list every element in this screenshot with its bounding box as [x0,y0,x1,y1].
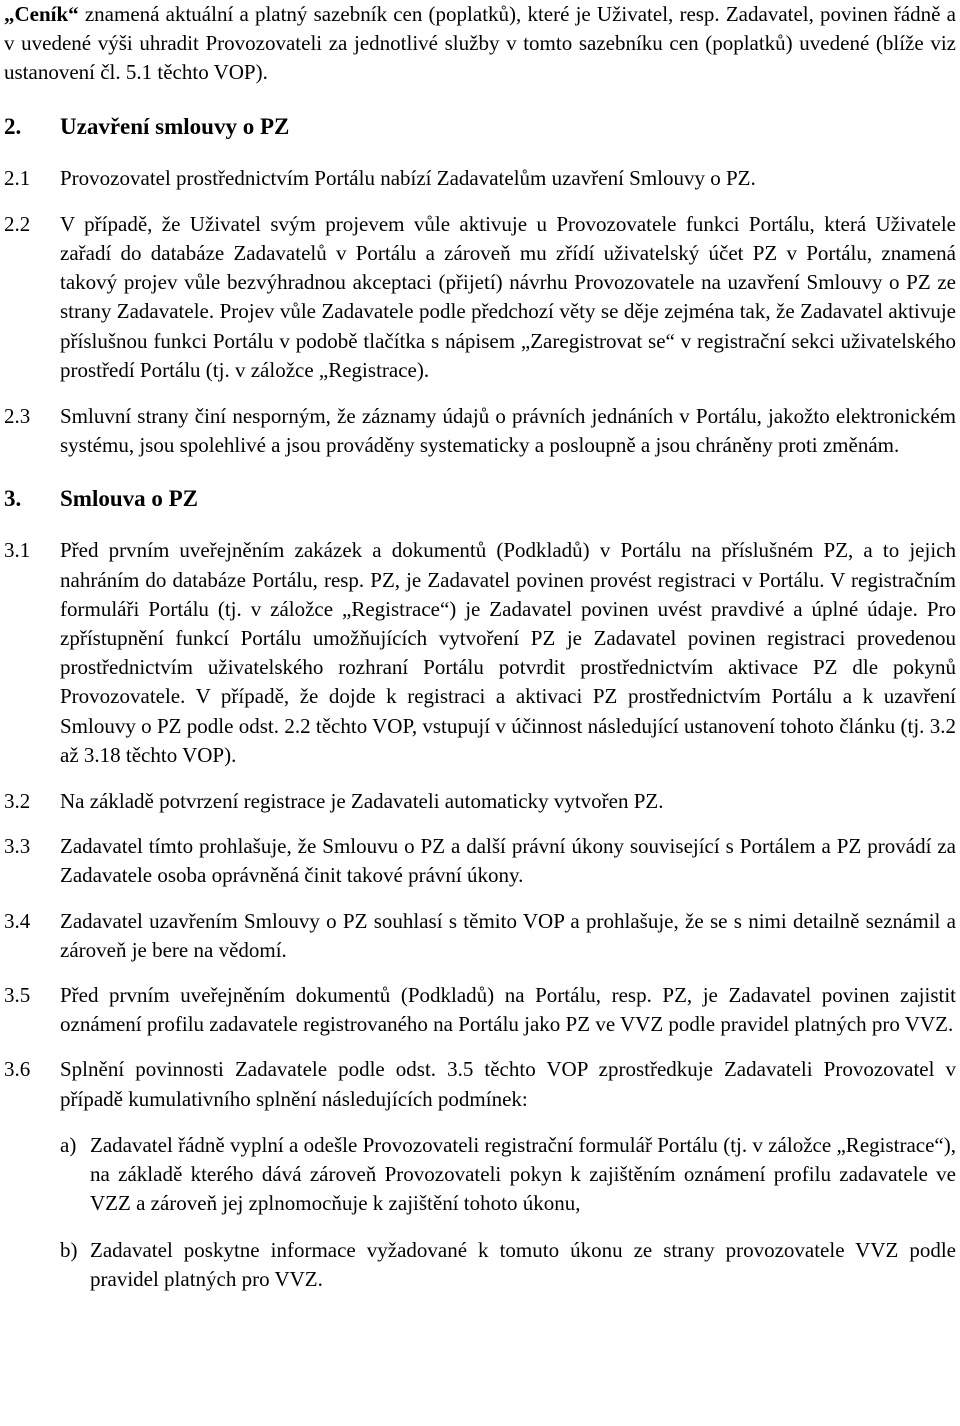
section-3-heading [4,484,956,514]
document-page [4,0,956,1294]
clause-number: 3.4 [4,908,31,933]
clause-3-2 [4,787,956,816]
clause-text: Zadavatel uzavřením Smlouvy o PZ souhlasí s těmito VOP a prohlašuje, že se s nimi detailně seznámil a zároveň je bere na vědomí. [60,908,956,962]
clause-3-6 [4,1055,956,1113]
clause-number: 3.2 [4,789,31,814]
clause-number: 3.5 [4,983,31,1008]
clause-text: Před prvním uveřejněním zakázek a dokumentů (Podkladů) v Portálu na příslušném PZ, a to jejich nahráním do databáze Portálu, resp. PZ, je Zadavatel povinen provést registraci v Portálu. V registračním formuláři Portálu (tj. v záložce „Registrace“) je Zadavatel povinen uvést pravdivé a úplné údaje. Pro zpřístupnění funkcí Portálu umožňujících vytvoření PZ je Zadavatel povinen registraci provedenou prostřednictvím uživatelského rozhraní Portálu potvrdit prostřednictvím aktivace PZ dle pokynů Provozovatele. V případě, že dojde k registraci a aktivaci PZ prostřednictvím Portálu a k uzavření Smlouvy o PZ podle odst. 2.2 těchto VOP, vstupují v účinnost následující ustanovení tohoto článku (tj. 3.2 až 3.18 těchto VOP). [60,538,956,767]
subclause-b [4,1236,956,1294]
clause-2-1 [4,164,956,193]
subclause-text: Zadavatel poskytne informace vyžadované k tomuto úkonu ze strany provozovatele VVZ podle pravidel platných pro VVZ. [90,1237,956,1291]
clause-text: V případě, že Uživatel svým projevem vůle aktivuje u Provozovatele funkci Portálu, která Uživatele zařadí do databáze Zadavatelů v Portálu a zároveň mu zřídí uživatelský účet PZ v Portálu, znamená takový projev vůle bezvýhradnou akceptaci (přijetí) návrhu Provozovatele na uzavření Smlouvy o PZ ze strany Zadavatele. Projev vůle Zadavatele podle předchozí věty se děje zejména tak, že Zadavatel aktivuje příslušnou funkci Portálu v podobě tlačítka s nápisem „Zaregistrovat se“ v registrační sekci uživatelského prostředí Portálu (tj. v záložce „Registrace). [60,211,956,382]
intro-text: znamená aktuální a platný sazebník cen (poplatků), které je Uživatel, resp. Zadavatel, povinen řádně a v uvedené výši uhradit Provozovateli za jednotlivé služby v tomto sazebníku cen (poplatků) uvedené (blíže viz ustanovení čl. 5.1 těchto VOP). [4,2,956,85]
clause-number: 2.3 [4,404,31,429]
intro-paragraph [4,0,956,88]
clause-2-2 [4,210,956,385]
section-2-title: Uzavření smlouvy o PZ [60,113,290,139]
clause-3-3 [4,832,956,890]
clause-text: Na základě potvrzení registrace je Zadavateli automaticky vytvořen PZ. [60,789,664,814]
clause-3-4 [4,907,956,965]
clause-text: Zadavatel tímto prohlašuje, že Smlouvu o PZ a další právní úkony související s Portálem a PZ provádí za Zadavatele osoba oprávněná činit takové právní úkony. [60,834,956,888]
clause-number: 3.3 [4,834,31,859]
section-3-title: Smlouva o PZ [60,486,199,512]
clause-3-1 [4,536,956,770]
clause-2-3 [4,402,956,460]
section-3-number: 3. [4,486,22,512]
section-2-number: 2. [4,113,22,139]
clause-text: Provozovatel prostřednictvím Portálu nabízí Zadavatelům uzavření Smlouvy o PZ. [60,165,756,190]
clause-text: Před prvním uveřejněním dokumentů (Podkladů) na Portálu, resp. PZ, je Zadavatel povinen zajistit oznámení profilu zadavatele registrovaného na Portálu jako PZ ve VVZ podle pravidel platných pro VVZ. [60,983,956,1037]
clause-text: Smluvní strany činí nesporným, že záznamy údajů o právních jednáních v Portálu, jakožto elektronickém systému, jsou spolehlivé a jsou prováděny systematicky a posloupně a jsou chráněny proti změnám. [60,404,956,458]
clause-number: 2.1 [4,165,31,190]
subclause-label: a) [60,1132,77,1157]
clause-number: 3.6 [4,1057,31,1082]
subclause-label: b) [60,1237,78,1262]
clause-number: 2.2 [4,211,31,236]
intro-term: „Ceník“ [4,2,79,26]
subclause-a [4,1131,956,1219]
clause-3-5 [4,981,956,1039]
clause-number: 3.1 [4,538,31,563]
subclause-text: Zadavatel řádně vyplní a odešle Provozovateli registrační formulář Portálu (tj. v záložce „Registrace“), na základě kterého dává zároveň Provozovateli pokyn k zajištěním oznámení profilu zadavatele ve VZZ a zároveň jej zplnomocňuje k zajištění tohoto úkonu, [90,1132,956,1216]
section-2-heading [4,112,956,142]
clause-text: Splnění povinnosti Zadavatele podle odst. 3.5 těchto VOP zprostředkuje Zadavateli Provozovatel v případě kumulativního splnění následujících podmínek: [60,1057,956,1111]
